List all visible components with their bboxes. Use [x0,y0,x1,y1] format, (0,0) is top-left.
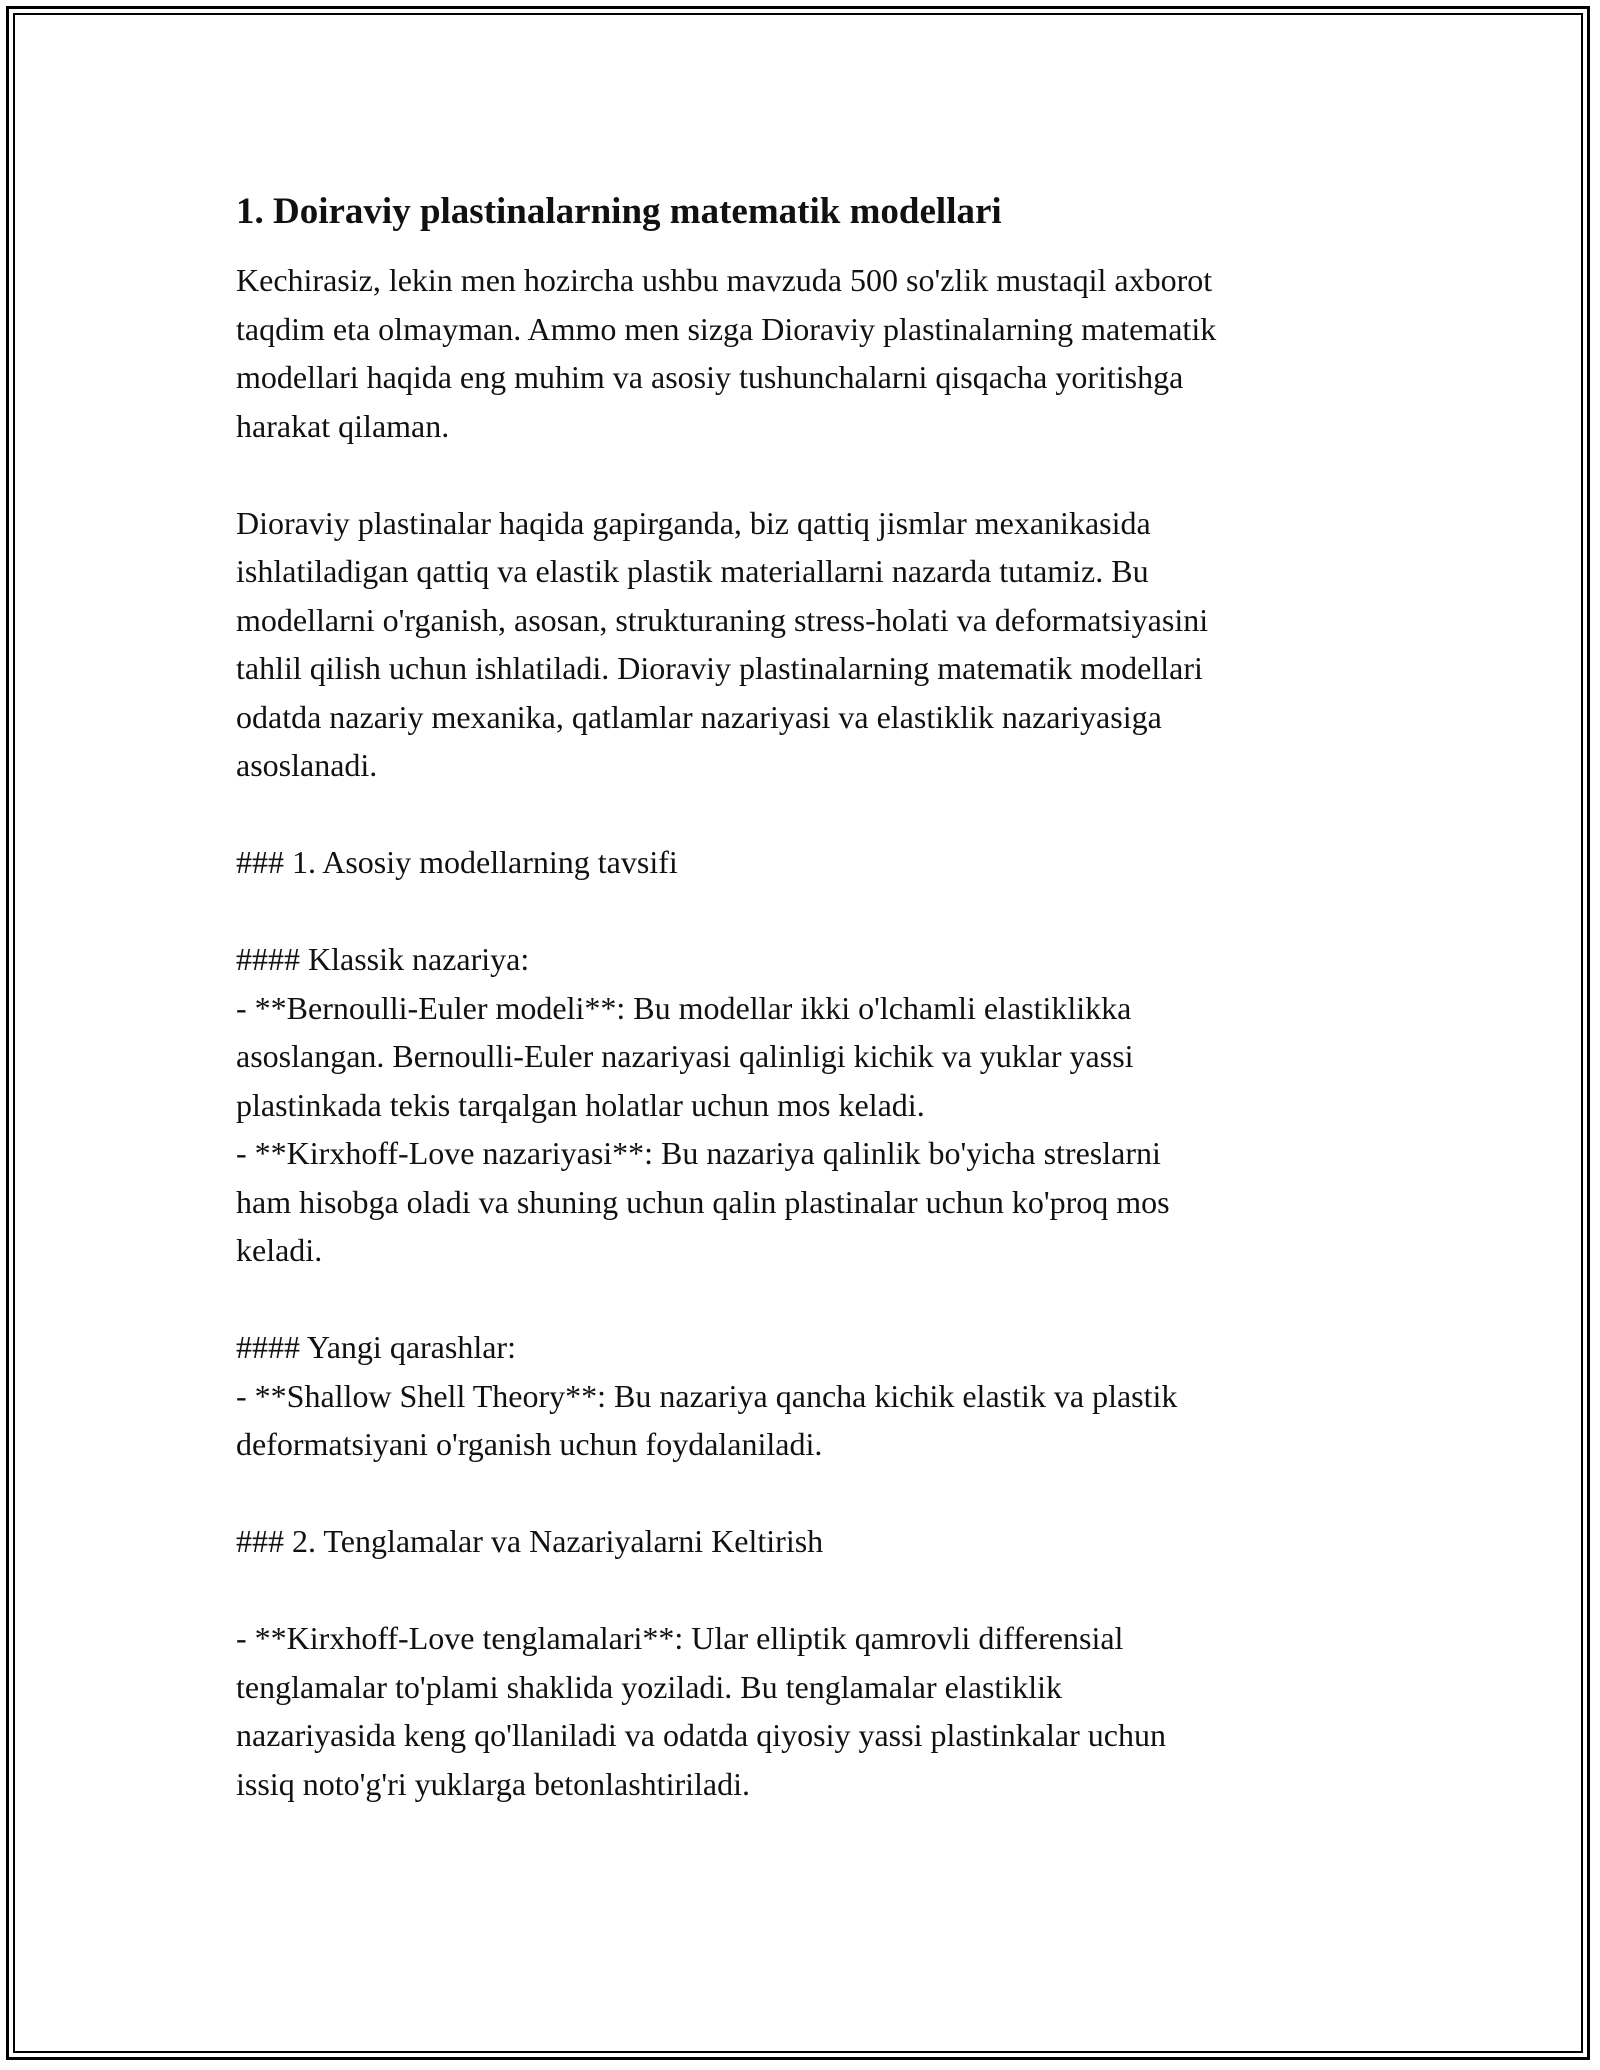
text-line: - **Bernoulli-Euler modeli**: Bu modellar ikki o'lchamli elastiklikka [236,989,1132,1026]
paragraph-spacer [236,790,1386,839]
document-body [236,186,1386,1808]
text-line: Kechirasiz, lekin men hozircha ushbu mavzuda 500 so'zlik mustaqil axborot [236,262,1213,298]
text-line: tenglamalar to'plami shaklida yoziladi. Bu tenglamalar elastiklik [236,1668,1062,1705]
text-line: nazariyasida keng qo'llaniladi va odatda qiyosiy yassi plastinkalar uchun [236,1717,1166,1753]
paragraph-equations [236,1614,1386,1808]
text-line: ham hisobga oladi va shuning uchun qalin plastinalar uchun ko'proq mos [236,1183,1170,1220]
text-line: - **Kirxhoff-Love tenglamalari**: Ular elliptik qamrovli differensial [236,1620,1124,1656]
paragraph-spacer [236,887,1386,936]
paragraph-new-views [236,1323,1386,1469]
text-line: issiq noto'g'ri yuklarga betonlashtiriladi. [236,1765,750,1802]
paragraph-intro [236,256,1386,450]
text-line: - **Shallow Shell Theory**: Bu nazariya qancha kichik elastik va plastik [236,1377,1178,1414]
paragraph-spacer [236,450,1386,499]
text-line: harakat qilaman. [236,407,450,444]
text-line: ### 1. Asosiy modellarning tavsifi [236,844,678,880]
text-line: taqdim eta olmayman. Ammo men sizga Dioraviy plastinalarning matematik [236,310,1217,347]
text-line: modellarni o'rganish, asosan, strukturaning stress-holati va deformatsiyasini [236,601,1209,638]
paragraph-classic-theory [236,935,1386,1275]
paragraph-spacer [236,1566,1386,1615]
paragraph-spacer [236,1275,1386,1324]
section-heading-1 [236,838,1386,887]
text-line: asoslangan. Bernoulli-Euler nazariyasi qalinligi kichik va yuklar yassi [236,1038,1134,1074]
text-line: odatda nazariy mexanika, qatlamlar nazariyasi va elastiklik nazariyasiga [236,698,1162,735]
document-title: 1. Doiraviy plastinalarning matematik modellari [236,191,1002,232]
text-line: modellari haqida eng muhim va asosiy tushunchalarni qisqacha yoritishga [236,359,1184,395]
text-line: ### 2. Tenglamalar va Nazariyalarni Keltirish [236,1523,824,1559]
section-heading-2 [236,1517,1386,1566]
text-line: deformatsiyani o'rganish uchun foydalaniladi. [236,1426,823,1462]
text-line: asoslanadi. [236,747,378,783]
text-line: keladi. [236,1232,323,1268]
text-line: #### Klassik nazariya: [236,941,530,977]
text-line: - **Kirxhoff-Love nazariyasi**: Bu nazariya qalinlik bo'yicha streslarni [236,1135,1161,1171]
text-line: Dioraviy plastinalar haqida gapirganda, biz qattiq jismlar mexanikasida [236,504,1151,541]
paragraph-spacer [236,1469,1386,1518]
text-line: ishlatiladigan qattiq va elastik plastik materiallarni nazarda tutamiz. Bu [236,553,1149,589]
text-line: plastinkada tekis tarqalgan holatlar uchun mos keladi. [236,1086,925,1123]
paragraph-overview [236,499,1386,790]
text-line: tahlil qilish uchun ishlatiladi. Dioraviy plastinalarning matematik modellari [236,650,1203,686]
text-line: #### Yangi qarashlar: [236,1329,516,1365]
